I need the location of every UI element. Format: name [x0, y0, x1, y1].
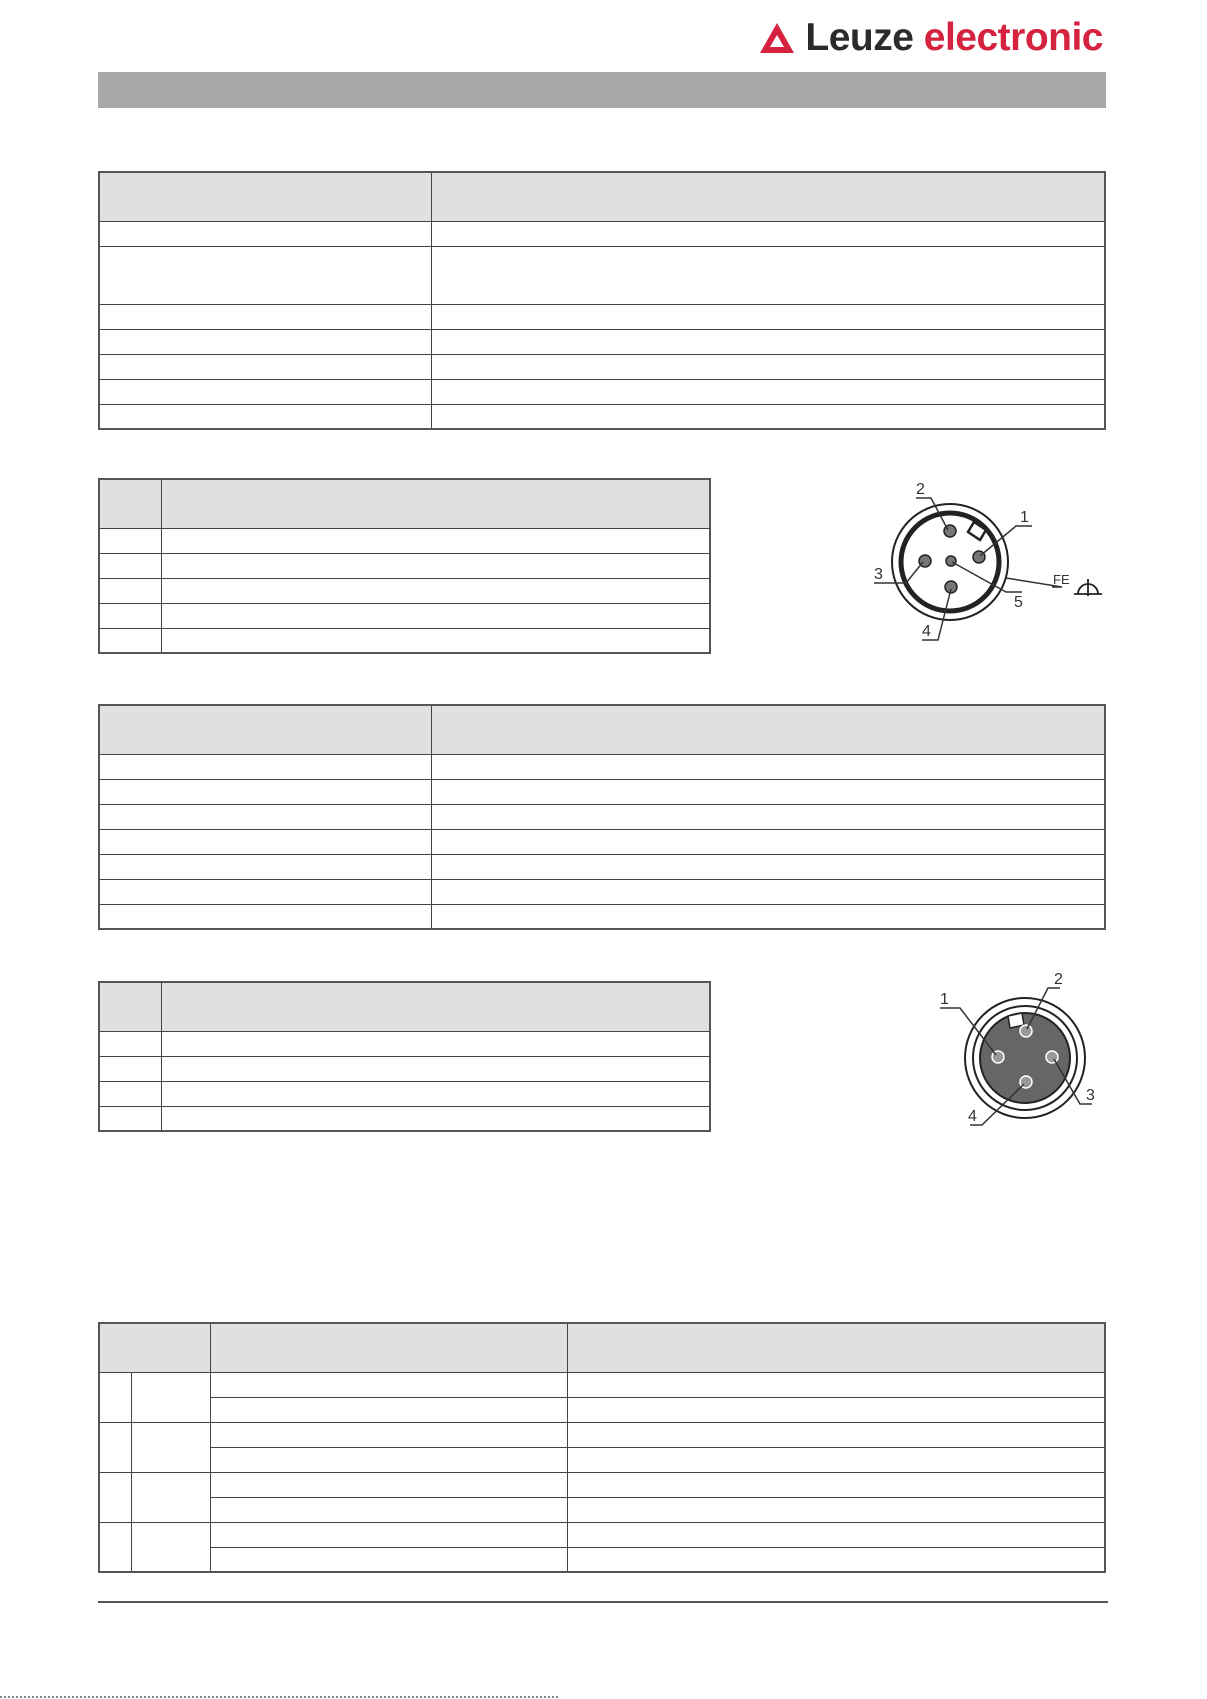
table-header-cell: [99, 479, 161, 528]
table-row: [99, 404, 1105, 429]
connector-5pin-diagram: [860, 474, 1110, 654]
footer-divider: [98, 1601, 1108, 1603]
table-row: [99, 1372, 1105, 1397]
table-row: [99, 553, 710, 578]
table-row: [99, 904, 1105, 929]
table-row: [99, 779, 1105, 804]
brand-logo: [759, 16, 1103, 60]
table-row: [99, 804, 1105, 829]
pin-label: 1: [1020, 509, 1029, 526]
pin-label: 2: [1054, 971, 1063, 988]
brand-wordmark: [805, 16, 1103, 60]
table-row: [99, 1497, 1105, 1522]
table-header-cell: [431, 705, 1105, 754]
table-row: [99, 329, 1105, 354]
table-row: [99, 1422, 1105, 1447]
spec-table-2: [98, 704, 1106, 930]
table-row: [99, 1547, 1105, 1572]
table-row: [99, 1056, 710, 1081]
header-band: [98, 72, 1106, 108]
table-header-row: [99, 1323, 1105, 1372]
group-table: [98, 1322, 1106, 1573]
pin-label: 4: [968, 1108, 977, 1125]
table-header-row: [99, 172, 1105, 221]
pin-label: 2: [916, 481, 925, 498]
brand-word-leuze: Leuze: [805, 16, 914, 59]
pin-label: 5: [1014, 594, 1023, 611]
table-header-cell: [99, 1323, 210, 1372]
table-row: [99, 528, 710, 553]
table-row: [99, 246, 1105, 304]
connector-4pin-body: [965, 998, 1085, 1118]
ground-symbol-icon: [1074, 579, 1102, 596]
spec-table-1: [98, 171, 1106, 430]
table-row: [99, 578, 710, 603]
pin-table-4: [98, 981, 711, 1132]
pin-label: 3: [1086, 1087, 1095, 1104]
pin-5: [946, 556, 956, 566]
table-row: [99, 1447, 1105, 1472]
pin-label: 1: [940, 991, 949, 1008]
pin-label: 4: [922, 623, 931, 640]
table-row: [99, 1106, 710, 1131]
table-row: [99, 854, 1105, 879]
table-header-cell: [99, 982, 161, 1031]
pin-2: [1020, 1025, 1032, 1037]
table-row: [99, 1472, 1105, 1497]
pin-3: [1046, 1051, 1058, 1063]
table-header-cell: [99, 172, 431, 221]
table-row: [99, 603, 710, 628]
table-header-cell: [567, 1323, 1105, 1372]
brand-word-electronic: electronic: [923, 16, 1103, 59]
table-header-cell: [99, 705, 431, 754]
fe-label: FE: [1053, 572, 1070, 587]
pin-label: 3: [874, 566, 883, 583]
connector-4pin-diagram: [930, 970, 1110, 1140]
table-header-cell: [161, 479, 710, 528]
table-row: [99, 1031, 710, 1056]
table-row: [99, 379, 1105, 404]
table-row: [99, 1397, 1105, 1422]
table-header-row: [99, 479, 710, 528]
table-row: [99, 354, 1105, 379]
table-header-row: [99, 982, 710, 1031]
table-row: [99, 829, 1105, 854]
table-header-cell: [431, 172, 1105, 221]
table-row: [99, 754, 1105, 779]
table-row: [99, 628, 710, 653]
table-row: [99, 1081, 710, 1106]
table-header-cell: [161, 982, 710, 1031]
table-header-row: [99, 705, 1105, 754]
table-header-cell: [210, 1323, 567, 1372]
table-row: [99, 879, 1105, 904]
bottom-dotted-line: [0, 1696, 560, 1698]
leuze-triangle-logo-icon: [759, 22, 795, 54]
table-row: [99, 304, 1105, 329]
table-row: [99, 1522, 1105, 1547]
pin-table-5: [98, 478, 711, 654]
table-row: [99, 221, 1105, 246]
